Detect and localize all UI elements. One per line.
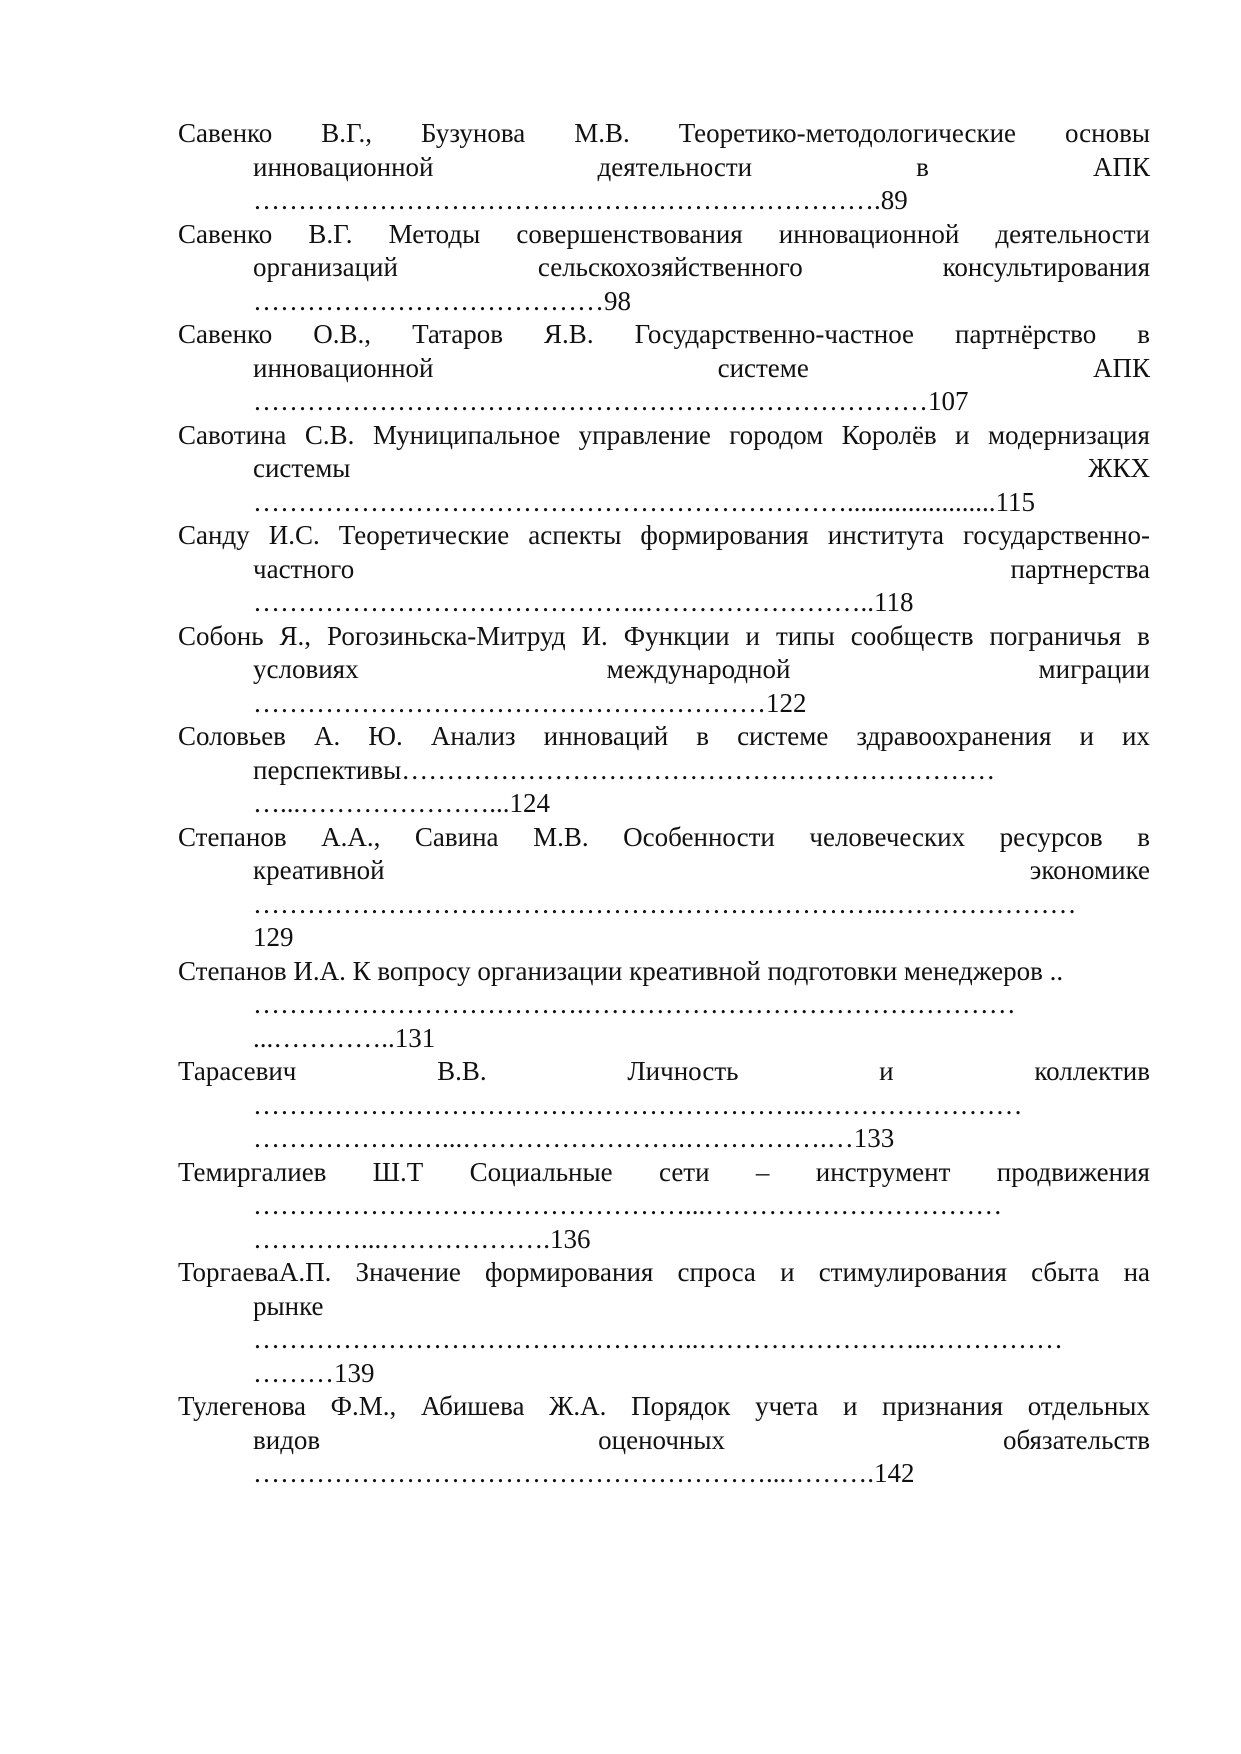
word: Теоретико-методологические (678, 118, 1017, 148)
word: на (1123, 1257, 1150, 1287)
word: частного (253, 553, 355, 584)
word: Татаров (412, 319, 504, 349)
word: Собонь (178, 620, 264, 651)
word: модернизация (988, 419, 1150, 450)
toc-entry-line (178, 519, 1150, 553)
word: совершенствования (516, 218, 743, 249)
toc-entry-line (178, 1156, 1150, 1190)
word: Королёв (841, 419, 937, 450)
toc-entry-line (178, 620, 1150, 654)
toc-entry (178, 117, 1150, 218)
word: АПК (1092, 352, 1150, 383)
word: Бузунова (421, 118, 526, 148)
toc-entry-page-ref: …………...……………….136 (253, 1223, 591, 1254)
toc-entry-line: ……………………………….………………………………………… (253, 989, 1016, 1019)
word: системы (253, 453, 351, 483)
word: управление (578, 419, 711, 450)
word: инновационной (253, 352, 434, 383)
toc-entry (178, 1055, 1150, 1156)
toc-entry-line: перспективы………………………………………………………… (253, 754, 996, 785)
word: Порядок (631, 1391, 731, 1421)
word: инструмент (815, 1156, 951, 1187)
word: миграции (1038, 654, 1150, 684)
word: И.С. (268, 520, 320, 550)
toc-entry-page-ref: …...…………………...124 (253, 788, 550, 818)
toc-entry-page-ref: ...…………..131 (253, 1022, 436, 1053)
word: Абишева (420, 1391, 525, 1421)
toc-entry-line: ……………………………………………………………..………………… (253, 888, 1077, 919)
word: Социальные (469, 1156, 613, 1187)
word: Функции (623, 620, 730, 651)
word: типы (775, 620, 835, 651)
word: ЖКХ (1088, 453, 1150, 483)
word: Я., (279, 620, 312, 651)
word: Анализ (430, 721, 516, 751)
word: видов (253, 1424, 321, 1455)
word: продвижения (996, 1156, 1150, 1187)
word: формирования (640, 520, 809, 550)
word: Ш.Т (372, 1156, 424, 1187)
word: Я.В. (544, 319, 594, 349)
toc-entry (178, 821, 1150, 955)
word: аспекты (528, 520, 622, 550)
word: экономике (1029, 855, 1150, 885)
toc-entry (178, 1256, 1150, 1390)
toc-entry (178, 720, 1150, 821)
word: Муниципальное (372, 419, 561, 450)
toc-entry-line (178, 419, 1150, 453)
toc-entry-page-ref: …………………………………………………………......................115 (253, 486, 1035, 517)
word: коллектив (1034, 1056, 1150, 1086)
word: системе (737, 721, 829, 751)
word: признания (882, 1391, 1003, 1421)
toc-entry-line (178, 218, 1150, 252)
word: стимулирования (818, 1257, 1007, 1287)
toc-entry-line (178, 452, 1150, 486)
toc-entry-page-ref: ……………………………………..……………………..118 (253, 587, 914, 617)
toc-entry-page-ref: …………………………………………………122 (253, 687, 807, 718)
word: городом (729, 419, 824, 450)
table-of-contents (178, 117, 1150, 1491)
toc-entry-line (178, 251, 1150, 285)
word: Особенности (623, 821, 775, 852)
word: Савенко (178, 218, 273, 249)
word: Санду (178, 520, 250, 550)
toc-entry-line (178, 1390, 1150, 1424)
toc-entry-line (178, 318, 1150, 352)
word: условиях (253, 654, 359, 684)
toc-entry (178, 318, 1150, 419)
word: в (696, 721, 710, 751)
word: Ж.А. (549, 1391, 607, 1421)
word: креативной (253, 855, 385, 885)
word: – (755, 1156, 770, 1187)
toc-entry-line (178, 1256, 1150, 1290)
toc-entry-line (178, 1055, 1150, 1089)
toc-entry-line (178, 854, 1150, 888)
word: пограничья (989, 620, 1122, 651)
word: и (745, 620, 760, 651)
word: ресурсов (999, 821, 1103, 852)
toc-entry (178, 1390, 1150, 1491)
word: инноваций (543, 721, 669, 751)
toc-entry-page-ref: ………139 (253, 1357, 375, 1388)
word: формирования (485, 1257, 654, 1287)
word: Савотина (178, 419, 287, 450)
word: обязательств (1002, 1424, 1150, 1455)
word: Савина (414, 821, 499, 852)
toc-entry-line (178, 720, 1150, 754)
word: Значение (355, 1257, 461, 1287)
toc-entry-page-ref: …………………………………………………………………107 (253, 386, 969, 416)
word: Тулегенова (178, 1391, 306, 1421)
word: АПК (1092, 151, 1150, 182)
word: государственно- (962, 520, 1150, 550)
toc-entry-page-ref: …………………………………………………...……….142 (253, 1458, 915, 1488)
toc-entry-line (178, 1424, 1150, 1458)
word: сообществ (850, 620, 974, 651)
word: Рогозиньска-Митруд (327, 620, 566, 651)
word: Личность (627, 1056, 739, 1086)
word: консультирования (942, 252, 1150, 282)
toc-entry-line (178, 653, 1150, 687)
word: учета (755, 1391, 819, 1421)
word: основы (1064, 118, 1150, 148)
toc-entry-line (178, 553, 1150, 587)
word: М.В. (574, 118, 630, 148)
toc-entry-page-ref: …………………...…………………….…………….…133 (253, 1123, 895, 1153)
word: Савенко (178, 319, 273, 349)
word: Савенко (178, 118, 273, 148)
word: их (1121, 721, 1150, 751)
word: и (780, 1257, 795, 1287)
word: партнёрство (955, 319, 1097, 349)
word: И. (581, 620, 608, 651)
word: сети (659, 1156, 710, 1187)
word: в (1137, 319, 1150, 349)
word: Ю. (368, 721, 403, 751)
word: организаций (253, 252, 398, 282)
word: и (955, 419, 970, 450)
word: Темиргалиев (178, 1156, 327, 1187)
word: в (1137, 620, 1150, 651)
word: сбыта (1031, 1257, 1100, 1287)
toc-entry (178, 955, 1150, 1056)
word: инновационной (253, 151, 434, 182)
word: С.В. (304, 419, 355, 450)
toc-entry-line (178, 151, 1150, 185)
toc-entry (178, 1156, 1150, 1257)
toc-entry-line (178, 821, 1150, 855)
word: отдельных (1027, 1391, 1150, 1421)
word: в (916, 151, 929, 182)
word: Соловьев (178, 721, 286, 751)
word: человеческих (809, 821, 966, 852)
toc-entry (178, 519, 1150, 620)
toc-entry (178, 419, 1150, 520)
word: инновационной (778, 218, 960, 249)
word: В.В. (437, 1056, 487, 1086)
word: партнерства (1010, 553, 1150, 584)
toc-entry-line: рынке (253, 1290, 324, 1321)
toc-entry-line: ……………………………………………………..…………………… (253, 1089, 1023, 1120)
word: ТоргаеваА.П. (178, 1257, 332, 1287)
toc-entry (178, 620, 1150, 721)
word: здравоохранения (856, 721, 1052, 751)
word: института (827, 520, 944, 550)
word: А.А., (321, 821, 381, 852)
word: и (1079, 721, 1094, 751)
word: Теоретические (338, 520, 510, 550)
word: спроса (677, 1257, 756, 1287)
word: А. (313, 721, 341, 751)
toc-entry-page-ref: …………………………………………………………….89 (253, 185, 908, 215)
word: О.В., (313, 319, 372, 349)
toc-entry-line: Степанов И.А. К вопросу организации креативной подготовки менеджеров .. (178, 955, 1064, 986)
word: Методы (388, 218, 481, 249)
word: в (1137, 821, 1150, 852)
toc-entry-line (178, 352, 1150, 386)
word: системе (717, 352, 809, 383)
toc-entry-line: …………………………………………...…………………………… (253, 1190, 1003, 1220)
word: В.Г., (321, 118, 373, 148)
word: сельскохозяйственного (537, 252, 803, 282)
toc-entry-page-ref: …………………………………98 (253, 285, 631, 316)
toc-entry (178, 218, 1150, 319)
word: Степанов (178, 821, 287, 852)
word: М.В. (533, 821, 589, 852)
word: деятельности (597, 151, 753, 182)
word: деятельности (995, 218, 1150, 249)
word: Тарасевич (178, 1056, 297, 1086)
word: и (843, 1391, 858, 1421)
word: оценочных (598, 1424, 725, 1455)
word: Ф.М., (330, 1391, 397, 1421)
word: международной (606, 654, 791, 684)
word: и (879, 1056, 894, 1086)
toc-entry-page-ref: 129 (253, 922, 294, 952)
toc-entry-line (178, 117, 1150, 151)
word: В.Г. (308, 218, 353, 249)
toc-entry-line: …………………………………………..……………………..…………… (253, 1324, 1063, 1354)
word: Государственно-частное (634, 319, 915, 349)
